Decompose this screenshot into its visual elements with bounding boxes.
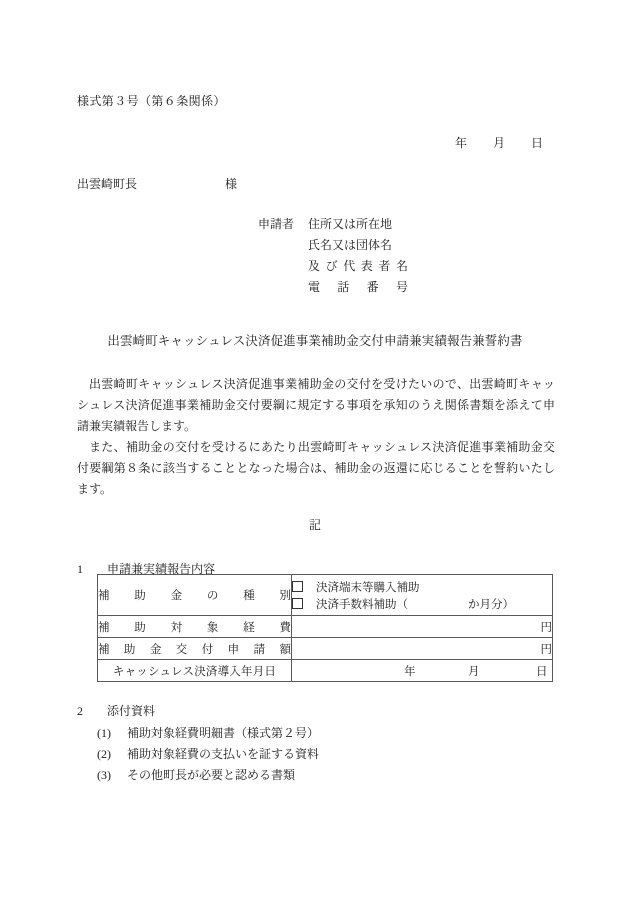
section-1-title: 申請兼実績報告内容	[107, 562, 216, 576]
body-paragraph-2: また、補助金の交付を受けるにあたり出雲崎町キャッシュレス決済促進事業補助金交付要綱第８条に該当することとなった場合は、補助金の返還に応じることを誓約いたします。	[77, 440, 555, 496]
table-label-request-amount	[98, 638, 292, 660]
attachment-text: 補助対象経費の支払いを証する資料	[127, 747, 320, 761]
table-label-subsidy-type	[98, 575, 292, 616]
checkbox-icon[interactable]	[292, 598, 303, 609]
checkbox-label-after: か月分）	[468, 598, 514, 611]
applicant-block	[258, 215, 408, 299]
label-text: 補助金の種別	[98, 590, 291, 602]
body-paragraph-1: 出雲崎町キャッシュレス決済促進事業補助金の交付を受けたいので、出雲崎町キャッシュレス決済促進事業補助金交付要綱に規定する事項を承知のうえ関係書類を添えて申請兼実績報告します。	[77, 377, 555, 433]
table-value-request-amount[interactable]	[292, 638, 553, 660]
intro-date-day-label: 日	[536, 665, 548, 678]
expense-unit: 円	[540, 621, 552, 634]
addressee	[77, 175, 237, 192]
label-text: 補助対象経費	[98, 621, 291, 634]
applicant-representative-label: 及び代表者名	[308, 259, 408, 273]
table-row	[98, 575, 553, 616]
applicant-row	[258, 257, 408, 278]
table-label-intro-date	[98, 660, 292, 682]
section-2-number: 2	[77, 704, 83, 718]
table-row	[98, 616, 553, 638]
date-day-label: 日	[531, 136, 544, 150]
checkbox-icon[interactable]	[292, 581, 303, 592]
amount-unit: 円	[540, 643, 552, 656]
attachment-list	[97, 723, 319, 786]
table-value-target-expense[interactable]	[292, 616, 553, 638]
attachment-text: 補助対象経費明細書（様式第２号）	[127, 726, 320, 740]
applicant-name-label: 氏名又は団体名	[308, 238, 393, 252]
checkbox-label: 決済端末等購入補助	[316, 581, 420, 594]
applicant-row	[258, 236, 408, 257]
table-label-target-expense	[98, 616, 292, 638]
checkbox-option-fee[interactable]	[292, 595, 552, 612]
attachment-index: (3)	[97, 768, 111, 782]
section-2-title: 添付資料	[107, 704, 156, 718]
list-item	[97, 723, 319, 744]
checkbox-label-before: 決済手数料補助（	[316, 598, 408, 611]
intro-date-year-label: 年	[404, 665, 416, 678]
ki-mark: 記	[308, 518, 321, 532]
date-year-label: 年	[455, 136, 468, 150]
label-text: キャッシュレス決済導入年月日	[112, 665, 277, 678]
table-row	[98, 638, 553, 660]
label-text: 補助金交付申請額	[98, 643, 291, 656]
date-month-label: 月	[493, 136, 506, 150]
table-value-intro-date[interactable]	[292, 660, 553, 682]
application-table	[97, 574, 553, 682]
applicant-phone-label: 電話番号	[308, 280, 408, 294]
document-title: 出雲崎町キャッシュレス決済促進事業補助金交付申請兼実績報告兼誓約書	[107, 334, 523, 348]
attachment-text: その他町長が必要と認める書類	[127, 768, 296, 782]
section-1-number: 1	[77, 562, 83, 576]
applicant-row	[258, 278, 408, 299]
addressee-name: 出雲崎町長	[77, 177, 138, 191]
form-number: 様式第３号（第６条関係）	[77, 94, 226, 108]
date-line	[455, 134, 543, 151]
applicant-row	[258, 215, 408, 236]
attachment-index: (2)	[97, 747, 111, 761]
intro-date-month-label: 月	[468, 665, 480, 678]
section-2-heading	[77, 702, 155, 719]
list-item	[97, 744, 319, 765]
addressee-honorific: 様	[225, 177, 238, 191]
checkbox-option-terminal[interactable]	[292, 578, 552, 595]
table-value-subsidy-type	[292, 575, 553, 616]
applicant-address-label: 住所又は所在地	[308, 217, 393, 231]
table-row	[98, 660, 553, 682]
applicant-label: 申請者	[258, 217, 295, 231]
list-item	[97, 765, 319, 786]
attachment-index: (1)	[97, 726, 111, 740]
